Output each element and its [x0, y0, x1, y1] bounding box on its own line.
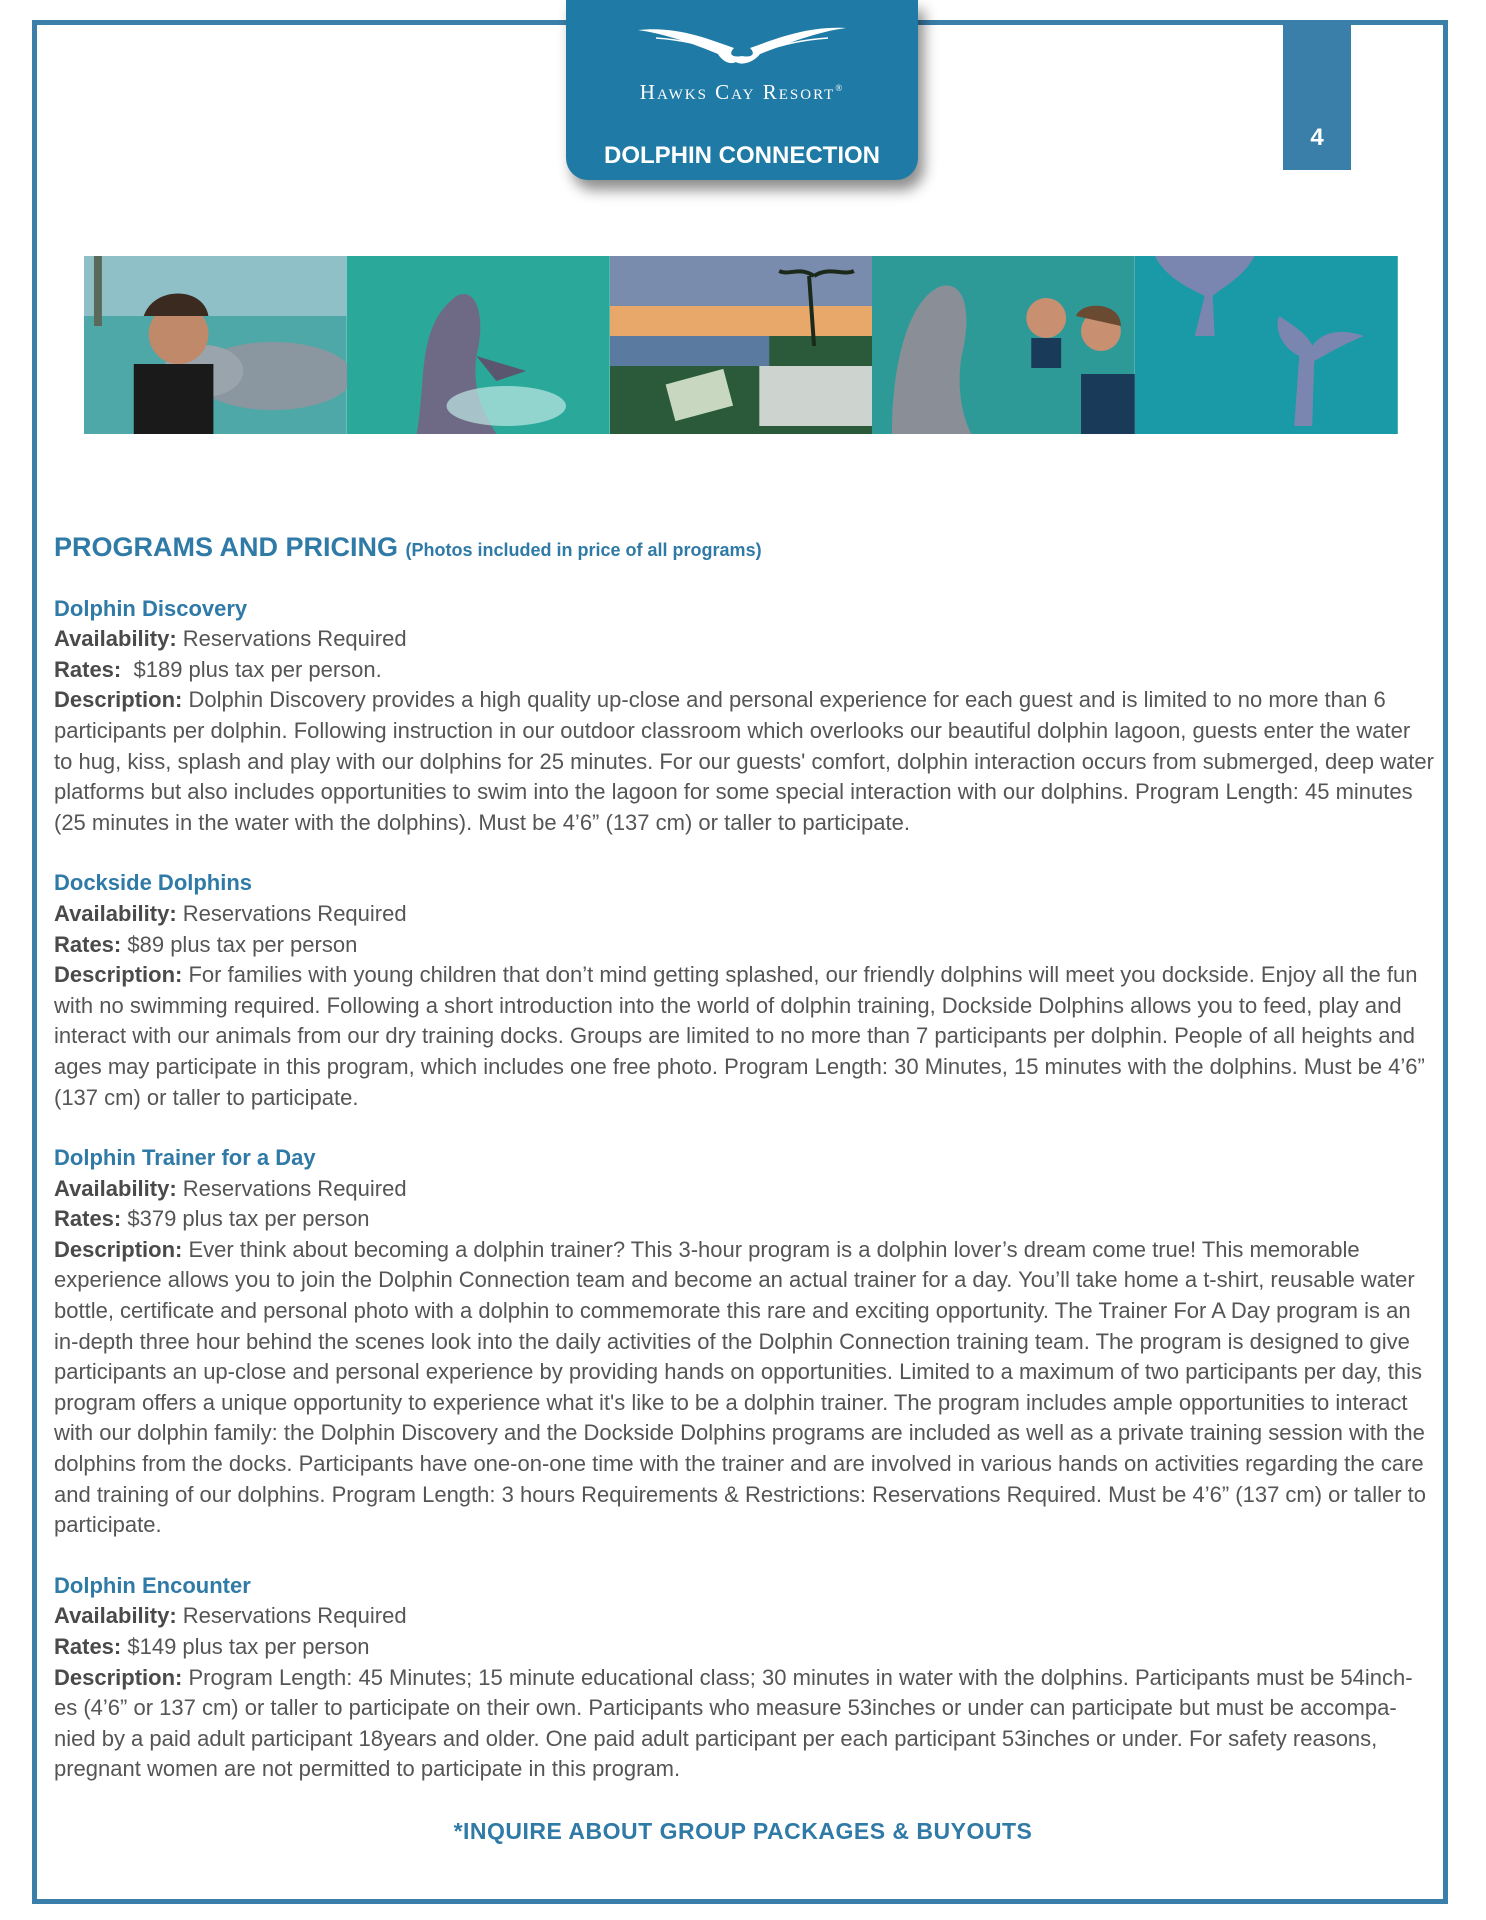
description-value: Program Length: 45 Minutes; 15 minute educational class; 30 minutes in water with the dolphins. Participants must be 54inch-es (4’6” or 137 cm) or taller to participate on their own. Participants who measure 53inches or under can participate but must be accompa-nied by a paid adult participant 18years and older. One paid adult participant per each participant 53inches or under. For safety reasons, pregnant women are not permitted to participate in this program.	[54, 1664, 1413, 1782]
description-line	[54, 1663, 1434, 1785]
rates-label: Rates:	[54, 1634, 122, 1659]
section-heading	[54, 532, 1434, 566]
page-number: 4	[1310, 124, 1324, 151]
photo-woman-kissing-dolphin	[84, 256, 347, 434]
availability-value: Reservations Required	[182, 1603, 407, 1629]
description-label: Description:	[54, 1236, 183, 1262]
availability-label: Availability:	[54, 900, 177, 926]
description-value: Dolphin Discovery provides a high quality up-close and personal experience for each guest and is limited to no more than 6 participants per dolphin. Following instruction in our outdoor classroom which overlooks our beautiful dolphin lagoon, guests enter the water to hug, kiss, splash and play with our dolphins for 25 minutes. For our guests' comfort, dolphin interaction occurs from submerged, deep water platforms but also includes opportunities to swim into the lagoon for some special interaction with our dolphins. Program Length: 45 minutes (25 minutes in the water with the dolphins). Must be 4’6” (137 cm) or taller to participate.	[54, 687, 1434, 835]
page-number-badge	[1283, 24, 1351, 170]
program-block	[54, 868, 1434, 1113]
program-block	[54, 1571, 1434, 1785]
program-block	[54, 1143, 1434, 1541]
availability-value: Reservations Required	[182, 626, 407, 652]
description-label: Description:	[54, 962, 183, 988]
rates-line	[54, 1632, 1434, 1663]
description-value: For families with young children that don’t mind getting splashed, our friendly dolphins will meet you dockside. Enjoy all the fun with no swimming required. Following a short introduction into the world of dolphin training, Dockside Dolphins allows you to feed, play and interact with our animals from our dry training docks. Groups are limited to no more than 7 participants per dolphin. People of all heights and ages may participate in this program, which includes one free photo. Program Length: 30 Minutes, 15 minutes with the dolphins. Must be 4’6” (137 cm) or taller to participate.	[54, 962, 1425, 1110]
description-line	[54, 960, 1434, 1113]
photo-dolphin-tails	[1135, 256, 1398, 434]
rates-label: Rates:	[54, 656, 122, 682]
page-title: PROGRAMS AND PRICING	[54, 532, 399, 562]
availability-label: Availability:	[54, 1603, 177, 1629]
description-value: Ever think about becoming a dolphin trainer? This 3-hour program is a dolphin lover’s dream come true! This memorable experience allows you to join the Dolphin Connection team and become an actual trainer for a day. You’ll take home a t-shirt, reusable water bottle, certificate and personal photo with a dolphin to commemorate this rare and exciting opportunity. The Trainer For A Day program is an in-depth three hour behind the scenes look into the daily activities of the Dolphin Connection training team. The program is designed to give participants an up-close and personal experience by providing hands on opportunities. Limited to a maximum of two participants per day, this program offers a unique opportunity to experience what it's like to be a dolphin trainer. The program includes ample opportunities to interact with our dolphin family: the Dolphin Discovery and the Dockside Dolphins programs are included as well as a private training session with the dolphins from the docks. Participants have one-on-one time with the trainer and are involved in various hands on activities regarding the care and training of our dolphins. Program Length: 3 hours Requirements & Restrictions: Reservations Required. Must be 4’6” (137 cm) or taller to participate.	[54, 1236, 1427, 1538]
availability-line	[54, 899, 1434, 930]
group-packages-note: *INQUIRE ABOUT GROUP PACKAGES & BUYOUTS	[453, 1818, 1033, 1844]
resort-name: Hawks Cay Resort®	[639, 80, 845, 104]
availability-value: Reservations Required	[182, 900, 407, 926]
bird-logo-icon	[636, 18, 848, 70]
description-label: Description:	[54, 687, 183, 713]
rates-value: $379 plus tax per person	[127, 1206, 370, 1232]
photo-couple-with-dolphin	[872, 256, 1135, 434]
programs-content	[54, 532, 1434, 1815]
rates-value: $189 plus tax per person.	[133, 656, 382, 682]
description-label: Description:	[54, 1664, 183, 1690]
availability-value: Reservations Required	[182, 1175, 407, 1201]
program-name: Dockside Dolphins	[54, 870, 253, 896]
rates-label: Rates:	[54, 931, 122, 957]
program-name: Dolphin Discovery	[54, 595, 248, 621]
availability-label: Availability:	[54, 626, 177, 652]
program-block	[54, 594, 1434, 839]
availability-line	[54, 624, 1434, 655]
availability-line	[54, 1601, 1434, 1632]
rates-value: $89 plus tax per person	[127, 931, 358, 957]
availability-line	[54, 1174, 1434, 1205]
description-line	[54, 1235, 1434, 1541]
availability-label: Availability:	[54, 1175, 177, 1201]
title-note: (Photos included in price of all programs)	[405, 540, 762, 560]
rates-label: Rates:	[54, 1206, 122, 1232]
rates-value: $149 plus tax per person	[127, 1634, 370, 1659]
photo-lagoon-sunset	[610, 256, 873, 434]
program-name: Dolphin Encounter	[54, 1572, 251, 1598]
photo-strip	[84, 256, 1398, 434]
section-subtitle: DOLPHIN CONNECTION	[604, 142, 880, 169]
rates-line	[54, 655, 1434, 686]
resort-logo-tab	[566, 0, 918, 180]
rates-line	[54, 1204, 1434, 1235]
photo-dolphin-splashing	[347, 256, 610, 434]
description-line	[54, 685, 1434, 838]
rates-line	[54, 930, 1434, 961]
program-name: Dolphin Trainer for a Day	[54, 1145, 316, 1171]
